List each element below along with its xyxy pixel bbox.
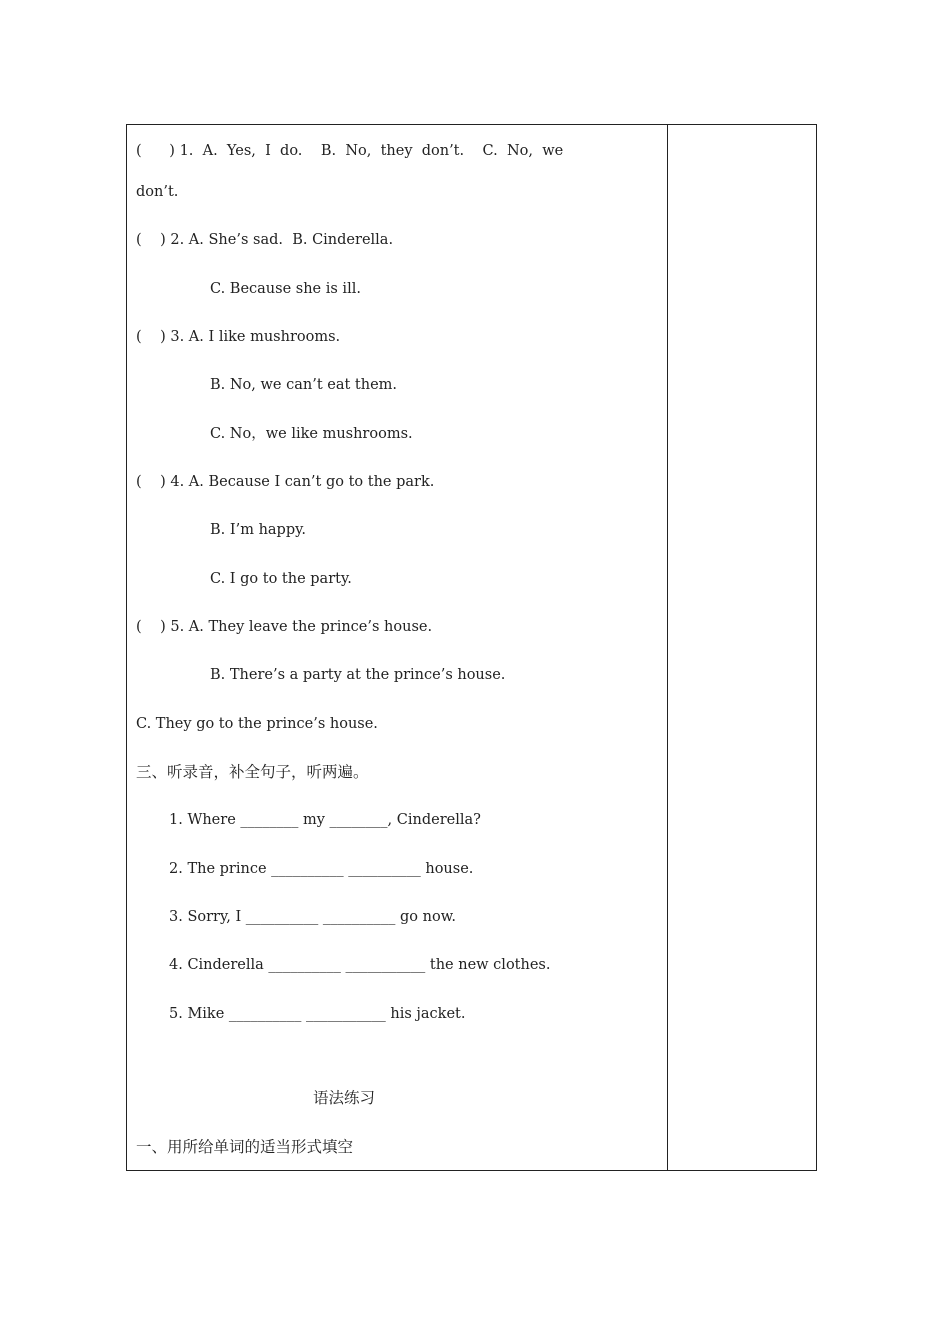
q2-item1-line2: don’t. — [136, 184, 179, 200]
q3-sentence-3: 3. Sorry, I __________ __________ go now. — [169, 909, 456, 925]
grammar-title: 语法练习 — [313, 1089, 376, 1107]
worksheet-table — [126, 124, 817, 1171]
q2-item2-option-c: C. Because she is ill. — [210, 281, 361, 297]
q2-item2-line1: ( ) 2. A. She’s sad. B. Cinderella. — [136, 232, 394, 248]
q3-heading: 三、听录音，补全句子，听两遍。 — [136, 763, 369, 781]
q3-sentence-2: 2. The prince __________ __________ house. — [169, 861, 474, 877]
q3-sentence-5: 5. Mike __________ ___________ his jacket. — [169, 1006, 466, 1022]
q2-item1-line1: ( ) 1. A. Yes, I do. B. No, they don’t. C. No, we — [136, 143, 564, 159]
q2-item5-option-c: C. They go to the prince’s house. — [136, 716, 378, 732]
q2-item5-option-b: B. There’s a party at the prince’s house. — [210, 667, 506, 683]
q2-item3-option-b: B. No, we can’t eat them. — [210, 377, 398, 393]
q3-sentence-4: 4. Cinderella __________ ___________ the new clothes. — [169, 957, 551, 973]
q2-item4-option-a: ( ) 4. A. Because I can’t go to the park. — [136, 474, 435, 490]
q2-item3-option-c: C. No，we like mushrooms. — [210, 426, 413, 442]
q2-item5-option-a: ( ) 5. A. They leave the prince’s house. — [136, 619, 433, 635]
column-divider — [667, 125, 668, 1170]
q2-item4-option-b: B. I’m happy. — [210, 522, 306, 538]
q3-sentence-1: 1. Where ________ my ________, Cinderella? — [169, 812, 481, 828]
grammar-heading: 一、用所给单词的适当形式填空 — [136, 1138, 354, 1156]
q2-item3-option-a: ( ) 3. A. I like mushrooms. — [136, 329, 341, 345]
q2-item4-option-c: C. I go to the party. — [210, 571, 352, 587]
